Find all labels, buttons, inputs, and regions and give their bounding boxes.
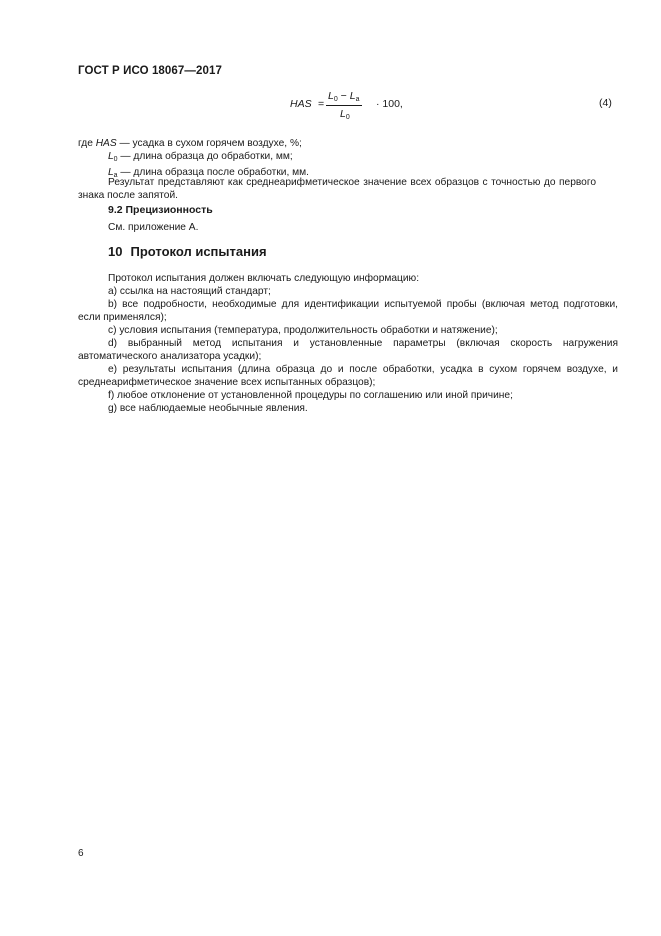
- formula-numerator: $L_0 - L_a$: [328, 90, 360, 103]
- fraction-bar: [326, 105, 362, 106]
- protocol-intro: Протокол испытания должен включать следующую информацию:: [108, 273, 420, 284]
- section-number: 10: [108, 244, 123, 259]
- legend-line-has: где HAS — усадка в сухом горячем воздухе, %;: [78, 138, 302, 149]
- list-item: g) все наблюдаемые необычные явления.: [108, 403, 308, 414]
- section-9-2-heading: 9.2 Прецизионность: [108, 204, 213, 216]
- list-item: c) условия испытания (температура, продолжительность обработки и натяжение);: [108, 325, 498, 336]
- result-paragraph: Результат представляют как среднеарифметическое значение всех образцов с точностью до первого знака после запятой.: [78, 177, 596, 201]
- page-number: 6: [78, 848, 84, 859]
- section-title: Протокол испытания: [130, 244, 267, 259]
- section-9-2-body: См. приложение А.: [108, 222, 199, 233]
- list-item: f) любое отклонение от установленной процедуры по соглашению или иной причине;: [108, 390, 513, 401]
- legend-line-la: $L_a$ — длина образца после обработки, мм.: [108, 167, 309, 179]
- list-item: b) все подробности, необходимые для идентификации испытуемой пробы (включая метод подготовки, если применялся);: [78, 299, 618, 323]
- formula-4: [290, 91, 430, 125]
- formula-denominator: $L_0$: [340, 108, 350, 121]
- document-header: ГОСТ Р ИСО 18067—2017: [78, 65, 223, 77]
- list-item: a) ссылка на настоящий стандарт;: [108, 286, 271, 297]
- list-item: e) результаты испытания (длина образца до и после обработки, усадка в сухом горячем воздухе, и среднеарифметическое значение всех испытанных образцов);: [78, 364, 618, 388]
- formula-multiplier: · 100,: [376, 98, 403, 110]
- formula-equals: =: [318, 98, 325, 110]
- section-10-heading: [108, 244, 267, 259]
- protocol-list: [78, 272, 618, 415]
- list-item: d) выбранный метод испытания и установленные параметры (включая скорость нагружения автоматического анализатора усадки);: [78, 338, 618, 362]
- formula-lhs: HAS: [290, 98, 312, 110]
- legend-line-l0: $L_0$ — длина образца до обработки, мм;: [108, 151, 293, 163]
- equation-number: (4): [599, 97, 612, 109]
